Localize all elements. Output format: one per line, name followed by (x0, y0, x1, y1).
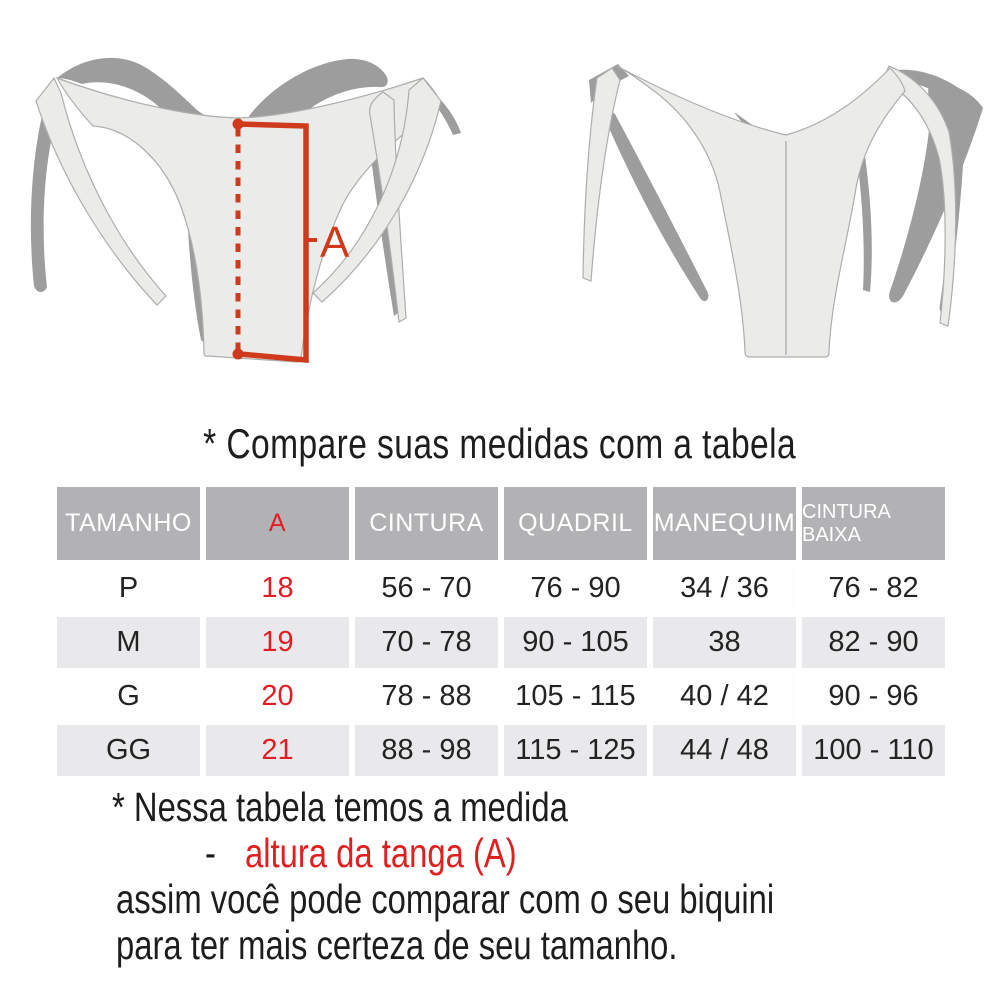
footer-line-4 (116, 922, 939, 968)
footer-notes (112, 784, 939, 968)
cell-manequim: 40 / 42 (653, 671, 796, 722)
cell-cintura: 56 - 70 (355, 563, 498, 614)
footer-dash: - (205, 830, 216, 876)
cell-a: 19 (206, 617, 349, 668)
footer-line-1 (112, 784, 939, 830)
footer-measure-name: altura da tanga (A) (244, 830, 517, 876)
footer-line-1-text: * Nessa tabela temos a medida (112, 784, 568, 830)
cell-quadril: 76 - 90 (504, 563, 647, 614)
footer-line-4-text: para ter mais certeza de seu tamanho. (116, 922, 678, 968)
cell-quadril: 115 - 125 (504, 725, 647, 776)
measure-dot-top (233, 119, 244, 130)
tanga-front-illustration (31, 58, 461, 362)
cell-a: 20 (206, 671, 349, 722)
page-title-text: * Compare suas medidas com a tabela (203, 420, 797, 467)
header-cell-manequim: MANEQUIM (653, 487, 796, 560)
cell-size: M (57, 617, 200, 668)
cell-quadril: 90 - 105 (504, 617, 647, 668)
cell-cintura: 88 - 98 (355, 725, 498, 776)
bikini-illustrations (0, 0, 1000, 400)
cell-quadril: 105 - 115 (504, 671, 647, 722)
header-cell-cintura: CINTURA (355, 487, 498, 560)
header-cell-cintura-baixa: CINTURA BAIXA (802, 487, 945, 560)
header-cell-tamanho: TAMANHO (57, 487, 200, 560)
cell-cintura-baixa: 90 - 96 (802, 671, 945, 722)
cell-cintura-baixa: 76 - 82 (802, 563, 945, 614)
cell-a: 18 (206, 563, 349, 614)
footer-line-3-text: assim você pode comparar com o seu biquini (116, 876, 775, 922)
header-cell-a: A (206, 487, 349, 560)
size-table (57, 487, 945, 776)
cell-cintura: 78 - 88 (355, 671, 498, 722)
footer-line-3 (116, 876, 939, 922)
cell-cintura: 70 - 78 (355, 617, 498, 668)
cell-cintura-baixa: 82 - 90 (802, 617, 945, 668)
cell-manequim: 38 (653, 617, 796, 668)
tanga-back-illustration (583, 64, 983, 357)
cell-size: G (57, 671, 200, 722)
cell-manequim: 34 / 36 (653, 563, 796, 614)
cell-manequim: 44 / 48 (653, 725, 796, 776)
cell-size: P (57, 563, 200, 614)
measure-dot-bottom (233, 349, 244, 360)
footer-line-2 (112, 830, 939, 876)
cell-a: 21 (206, 725, 349, 776)
header-cell-quadril: QUADRIL (504, 487, 647, 560)
measurement-label-a: A (320, 218, 350, 267)
cell-cintura-baixa: 100 - 110 (802, 725, 945, 776)
cell-size: GG (57, 725, 200, 776)
page-title (0, 422, 1000, 466)
